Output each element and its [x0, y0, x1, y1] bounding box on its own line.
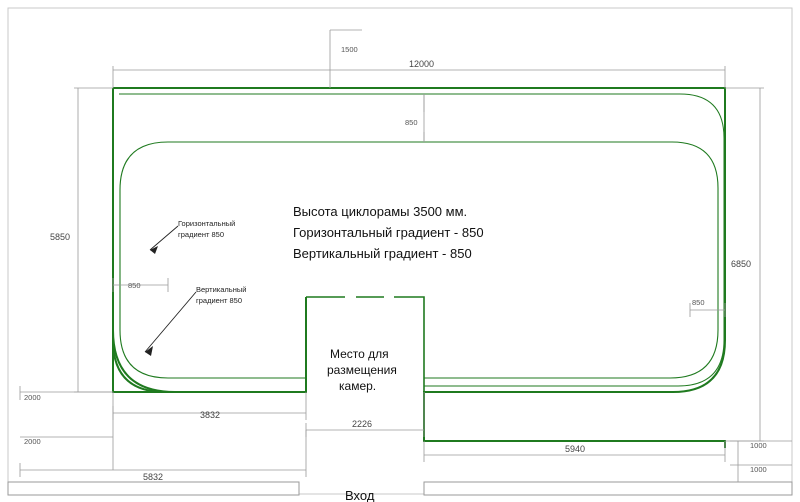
dim-left-height: 5850	[49, 232, 70, 242]
dim-bottom-segment-2: 2226	[352, 419, 373, 429]
leader-lines	[145, 226, 196, 352]
cyclorama-outer-left	[113, 88, 306, 392]
dim-top-width: 12000	[409, 59, 435, 69]
label-camera-line-1: Место для	[330, 347, 389, 361]
dim-bottom-total: 5832	[143, 472, 164, 482]
dim-bottom-segment-3: 5940	[565, 444, 586, 454]
wall-bottom-left	[8, 482, 299, 495]
dim-left-inner: 850	[128, 281, 141, 290]
dim-bottom-segment-1: 3832	[200, 410, 221, 420]
dim-right-height: 6850	[731, 259, 752, 269]
note-line-3: Вертикальный градиент - 850	[293, 246, 472, 261]
cyclorama-corner-bl	[113, 330, 175, 392]
note-line-2: Горизонтальный градиент - 850	[293, 225, 484, 240]
label-camera-line-2: размещения	[327, 363, 397, 377]
dim-top-offset: 1500	[341, 45, 358, 54]
dim-bottom-left-offset: 2000	[24, 393, 41, 402]
label-vertical-gradient-line1: Вертикальный	[196, 285, 247, 294]
label-horizontal-gradient-line2: градиент 850	[178, 230, 224, 239]
label-vertical-gradient-line2: градиент 850	[196, 296, 242, 305]
label-entrance: Вход	[345, 488, 375, 502]
note-line-1: Высота циклорамы 3500 мм.	[293, 204, 468, 219]
dim-right-inner: 850	[692, 298, 705, 307]
leader-arrow-1	[150, 246, 158, 254]
label-horizontal-gradient-line1: Горизонтальный	[178, 219, 236, 228]
dim-right-small-2: 1000	[750, 465, 767, 474]
wall-bottom-right	[424, 482, 792, 495]
dim-top-inner: 850	[405, 118, 418, 127]
label-camera-line-3: камер.	[339, 379, 377, 393]
dim-right-small-1: 1000	[750, 441, 767, 450]
camera-niche-dash-3	[394, 297, 424, 392]
dim-bottom-left-offset2: 2000	[24, 437, 41, 446]
cyclorama-inner-top	[119, 94, 724, 386]
